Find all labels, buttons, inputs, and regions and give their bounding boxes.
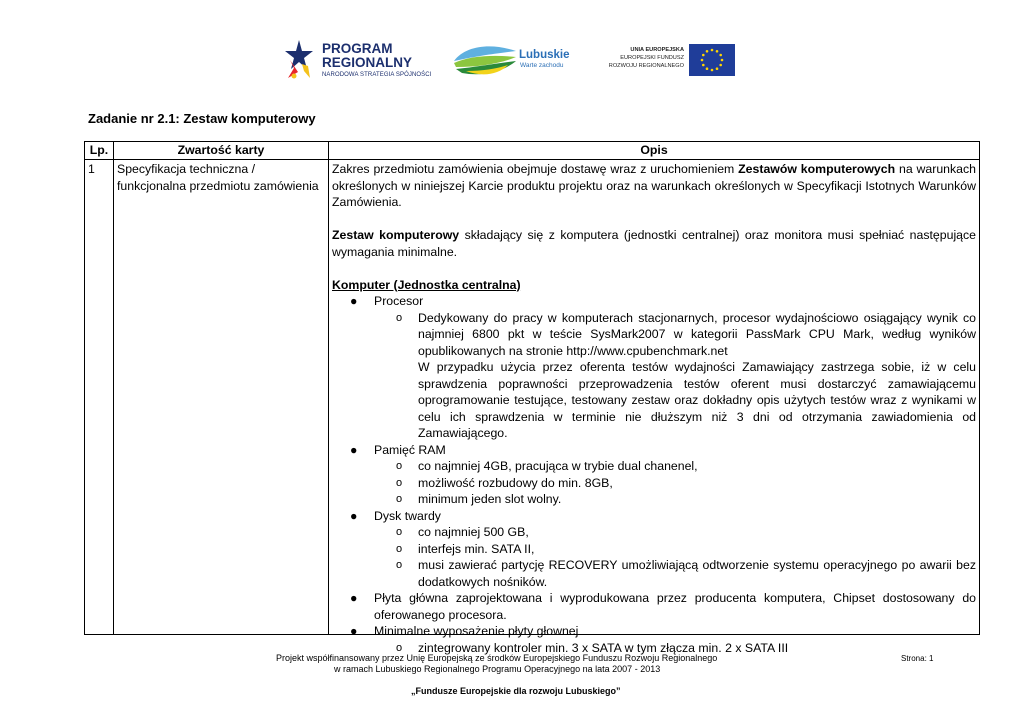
bullet-icon: ● (350, 591, 358, 605)
zestaw-paragraph (332, 227, 976, 260)
footer-slogan: „Fundusze Europejskie dla rozwoju Lubuskiego” (411, 686, 621, 696)
ram-item3: minimum jeden slot wolny. (418, 492, 562, 506)
circle-bullet-icon: o (396, 460, 403, 472)
spacer (332, 260, 976, 277)
program-star-icon (284, 38, 314, 80)
list-item-procesor (332, 293, 976, 442)
list-item-plyta (332, 590, 976, 623)
eu-logo (598, 44, 738, 84)
lubuskie-wave-icon (452, 41, 518, 79)
dysk-item2: interfejs min. SATA II, (418, 541, 535, 556)
program-line1: PROGRAM (322, 41, 393, 56)
circle-bullet-icon: o (396, 476, 403, 489)
intro-bold: Zestawów komputerowych (738, 162, 896, 176)
dysk-sublist (374, 524, 976, 590)
program-regionalny-logo (284, 36, 434, 84)
opis-body (332, 161, 977, 655)
ram-sublist (374, 458, 976, 508)
sublist-item (374, 491, 976, 508)
cell-lp (85, 160, 114, 635)
intro-pre: Zakres przedmiotu zamówienia obejmuje dostawę wraz z uruchomieniem (332, 162, 739, 176)
row-number: 1 (88, 162, 95, 176)
circle-bullet-icon: o (396, 559, 403, 571)
dysk-item3: musi zawierać partycję RECOVERY umożliwiającą odtworzenie systemu operacyjnego po awarii bez dodatkowych nośników. (418, 558, 976, 589)
intro-post: na warunkach określonych w niniejszej Karcie produktu projektu oraz na warunkach określonych w Specyfikacji Istotnych Warunków Zamówienia. (332, 162, 976, 209)
list-item-ram (332, 442, 976, 508)
eu-text (598, 46, 684, 70)
table-row (85, 160, 980, 635)
zestaw-post: składający się z komputera (jednostki centralnej) oraz monitora musi spełniać następujące wymagania minimalne. (332, 228, 977, 259)
circle-bullet-icon: o (396, 526, 403, 538)
procesor-label: Procesor (374, 294, 424, 308)
bullet-icon: ● (350, 294, 358, 308)
section-heading: Komputer (Jednostka centralna) (332, 277, 521, 292)
footer-line2: w ramach Lubuskiego Regionalnego Programu Operacyjnego na lata 2007 - 2013 (334, 664, 661, 674)
eu-line2: EUROPEJSKI FUNDUSZ (620, 55, 684, 61)
lubuskie-name: Lubuskie (519, 49, 570, 61)
cell-opis (329, 160, 980, 655)
page-title: Zadanie nr 2.1: Zestaw komputerowy (88, 111, 316, 126)
eu-flag-icon (689, 44, 735, 76)
circle-bullet-icon: o (396, 641, 403, 654)
procesor-item1-cont: W przypadku użycia przez oferenta testów wydajności Zamawiający zastrzega sobie, iż w celu sprawdzenia poprawności przeprowadzenia testów oferent musi dostarczyć zamawiającemu oprogramowanie testujące, testowany zestaw oraz dokładny opis użytych testów wraz z wynikami w celu ich sprawdzenia w terminie nie dłuższym niż 3 dni od otrzymania zawiadomienia od Zamawiającego. (418, 360, 976, 440)
sublist-item (374, 541, 976, 558)
table-header-row (85, 142, 980, 160)
wyposazenie-label: Minimalne wyposażenie płyty głownej (374, 624, 579, 638)
bullet-icon: ● (350, 624, 358, 638)
header-logos (0, 36, 1024, 84)
wyposazenie-item1: zintegrowany kontroler min. 3 x SATA w tym złącza min. 2 x SATA III (418, 640, 789, 655)
circle-bullet-icon: o (396, 542, 403, 555)
ram-label: Pamięć RAM (374, 442, 446, 457)
eu-line3: ROZWOJU REGIONALNEGO (608, 63, 684, 69)
dysk-label: Dysk twardy (374, 508, 441, 523)
program-line3: NARODOWA STRATEGIA SPÓJNOŚCI (322, 72, 432, 78)
header-opis: Opis (329, 142, 980, 160)
procesor-sublist (374, 310, 976, 442)
sublist-item (374, 458, 976, 475)
sublist-item (374, 557, 976, 590)
bullet-icon: ● (350, 508, 358, 523)
dysk-item1: co najmniej 500 GB, (418, 525, 529, 539)
page-number: Strona: 1 (901, 654, 934, 663)
intro-paragraph (332, 161, 976, 211)
program-line2: REGIONALNY (322, 55, 413, 70)
sublist-item (374, 310, 976, 442)
list-item-dysk (332, 508, 976, 591)
header-zawartosc: Zwartość karty (114, 142, 329, 160)
bullet-icon: ● (350, 442, 358, 457)
lubuskie-slogan: Warte zachodu (520, 62, 564, 69)
ram-item1: co najmniej 4GB, pracująca w trybie dual chanenel, (418, 459, 698, 473)
eu-line1: UNIA EUROPEJSKA (630, 47, 684, 53)
cell-zawartosc (114, 160, 329, 635)
list-item-wyposazenie (332, 623, 976, 656)
row-zawartosc: Specyfikacja techniczna / funkcjonalna przedmiotu zamówienia (117, 162, 319, 193)
spec-list (332, 293, 976, 656)
sublist-item (374, 475, 976, 492)
spec-table (84, 141, 980, 655)
footer-line1: Projekt współfinansowany przez Unię Europejską ze środków Europejskiego Funduszu Rozwoju Regionalnego (276, 653, 718, 663)
circle-bullet-icon: o (396, 311, 403, 324)
lubuskie-logo (452, 41, 572, 79)
spacer (332, 211, 976, 228)
procesor-item1: Dedykowany do pracy w komputerach stacjonarnych, procesor wydajnościowo osiągający wynik co najmniej 6800 pkt w teście SysMark2007 w kategorii PassMark CPU Mark, według wyników opublikowanych na stronie http://www.cpubenchmark.net (418, 310, 976, 358)
zestaw-bold: Zestaw komputerowy (332, 228, 460, 242)
plyta-text: Płyta główna zaprojektowana i wyprodukowana przez producenta komputera, Chipset dostosowany do oferowanego procesora. (374, 591, 976, 622)
circle-bullet-icon: o (396, 493, 403, 505)
header-lp: Lp. (85, 142, 114, 160)
ram-item2: możliwość rozbudowy do min. 8GB, (418, 475, 613, 490)
sublist-item (374, 524, 976, 541)
